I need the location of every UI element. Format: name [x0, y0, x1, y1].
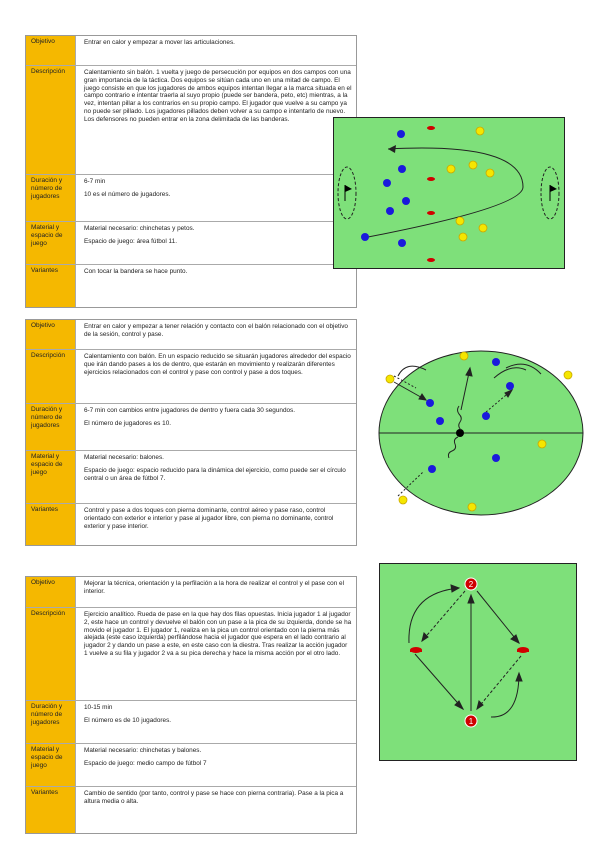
espacio-text: Espacio de juego: medio campo de fútbol 7	[84, 759, 207, 767]
jugadores-text: El número de jugadores es 10.	[84, 419, 172, 427]
material-label: Material y espacio de juego	[26, 744, 76, 786]
material-text: Material necesario: chinchetas y balones.	[84, 747, 202, 754]
variantes-text: Con tocar la bandera se hace punto.	[84, 268, 188, 275]
jugadores-text: 10 es el número de jugadores.	[84, 190, 171, 198]
objetivo-label: Objetivo	[26, 36, 76, 65]
descripcion-text: Calentamiento con balón. En un espacio reducido se situarán jugadores alrededor del espacio que irán dando pases a los de dentro, que estarán en movimiento y realizarán diferentes ejercicios relacionados con el control y pase con control y pase a dos toques.	[84, 353, 351, 376]
duracion-text: 10-15 min	[84, 704, 113, 711]
duracion-text: 6-7 min con cambios entre jugadores de dentro y fuera cada 30 segundos.	[84, 407, 296, 414]
exercise-card-3	[25, 576, 357, 834]
descripcion-label: Descripción	[26, 608, 76, 700]
espacio-text: Espacio de juego: espacio reducido para la dinámica del ejercicio, como puede ser el círculo central o un área de fútbol 7.	[84, 466, 346, 482]
material-text: Material necesario: chinchetas y petos.	[84, 225, 195, 232]
material-block	[76, 744, 356, 786]
variantes-text: Cambio de sentido (por tanto, control y pase se hace con pierna contraria). Pase a la pica a altura media o alta.	[84, 790, 344, 805]
player-1-marker	[465, 715, 477, 727]
objetivo-label: Objetivo	[26, 577, 76, 607]
objetivo-text: Entrar en calor y empezar a mover las articulaciones.	[84, 39, 235, 46]
variantes-label: Variantes	[26, 265, 76, 307]
variantes-label: Variantes	[26, 787, 76, 833]
descripcion-text: Calentamiento sin balón. 1 vuelta y juego de persecución por equipos en dos campos con una gran importancia de la táctica. Dos equipos se sitúan cada uno en una mitad de campo. El juego consiste en que los jugadores de ambos equipos intentan llegar a la marca situada en el campo contrario e intentar traerla al suyo propio (puede ser bandera, peto, etc) mientras, a la vez, intentan pillar a los contrarios en su propio campo. El jugador que vuelve a su campo ya no puede ser pillado. Los jugadores pillados deben volver a su campo e intentarlo de nuevo. Los defensores no pueden entrar en la zona delimitada de las banderas.	[84, 69, 352, 123]
variantes-text: Control y pase a dos toques con pierna dominante, control aéreo y pase raso, control orientado con exterior e interior y pase al jugador libre, con pierna no dominante, control exterior y pase interior.	[84, 507, 334, 530]
objetivo-label: Objetivo	[26, 320, 76, 349]
descripcion-label: Descripción	[26, 66, 76, 174]
player-2-marker	[465, 578, 477, 590]
player-1-label: 1	[468, 717, 474, 726]
ball-icon	[456, 429, 464, 437]
variantes-label: Variantes	[26, 504, 76, 545]
material-text: Material necesario: balones.	[84, 454, 164, 461]
diagram-persecucion	[333, 117, 565, 269]
espacio-text: Espacio de juego: área fútbol 11.	[84, 237, 177, 245]
diagram-rueda-pase	[379, 563, 577, 761]
duracion-block	[76, 404, 356, 450]
duracion-label: Duración y número de jugadores	[26, 175, 76, 221]
material-block	[76, 222, 356, 264]
duracion-text: 6-7 min	[84, 178, 106, 185]
duracion-label: Duración y número de jugadores	[26, 701, 76, 743]
material-block	[76, 451, 356, 503]
material-label: Material y espacio de juego	[26, 451, 76, 503]
objetivo-text: Entrar en calor y empezar a tener relación y contacto con el balón relacionado con el objetivo de la sesión, control y pase.	[84, 323, 348, 338]
exercise-card-1	[25, 35, 357, 308]
descripcion-text: Ejercicio analítico. Rueda de pase en la que hay dos filas opuestas. Inicia jugador 1 al jugador 2, este hace un control y devuelve el balón con un pase a la pica de su izquierda, donde se ha movido el jugador 1. El jugador 1, realiza en la pica un control orientado con la pierna más alejada (este caso izquierda) perfilándose hacia el jugador que espera en el lado contrario al jugador 2 y dando un pase a este, en este caso con la diestra. Tras realizar la acción jugador 1 vuelve a su fila y jugador 2 va a su pica derecha y hace la misma acción por el otro lado.	[84, 611, 352, 657]
duracion-label: Duración y número de jugadores	[26, 404, 76, 450]
descripcion-label: Descripción	[26, 350, 76, 403]
diagram-circulo	[376, 348, 586, 518]
exercise-card-2	[25, 319, 357, 546]
jugadores-text: El número es de 10 jugadores.	[84, 716, 172, 724]
material-label: Material y espacio de juego	[26, 222, 76, 264]
duracion-block	[76, 701, 356, 743]
duracion-block	[76, 175, 356, 221]
objetivo-text: Mejorar la técnica, orientación y la perfilación a la hora de realizar el control y el pase con el interior.	[84, 580, 345, 595]
player-2-label: 2	[468, 580, 474, 589]
